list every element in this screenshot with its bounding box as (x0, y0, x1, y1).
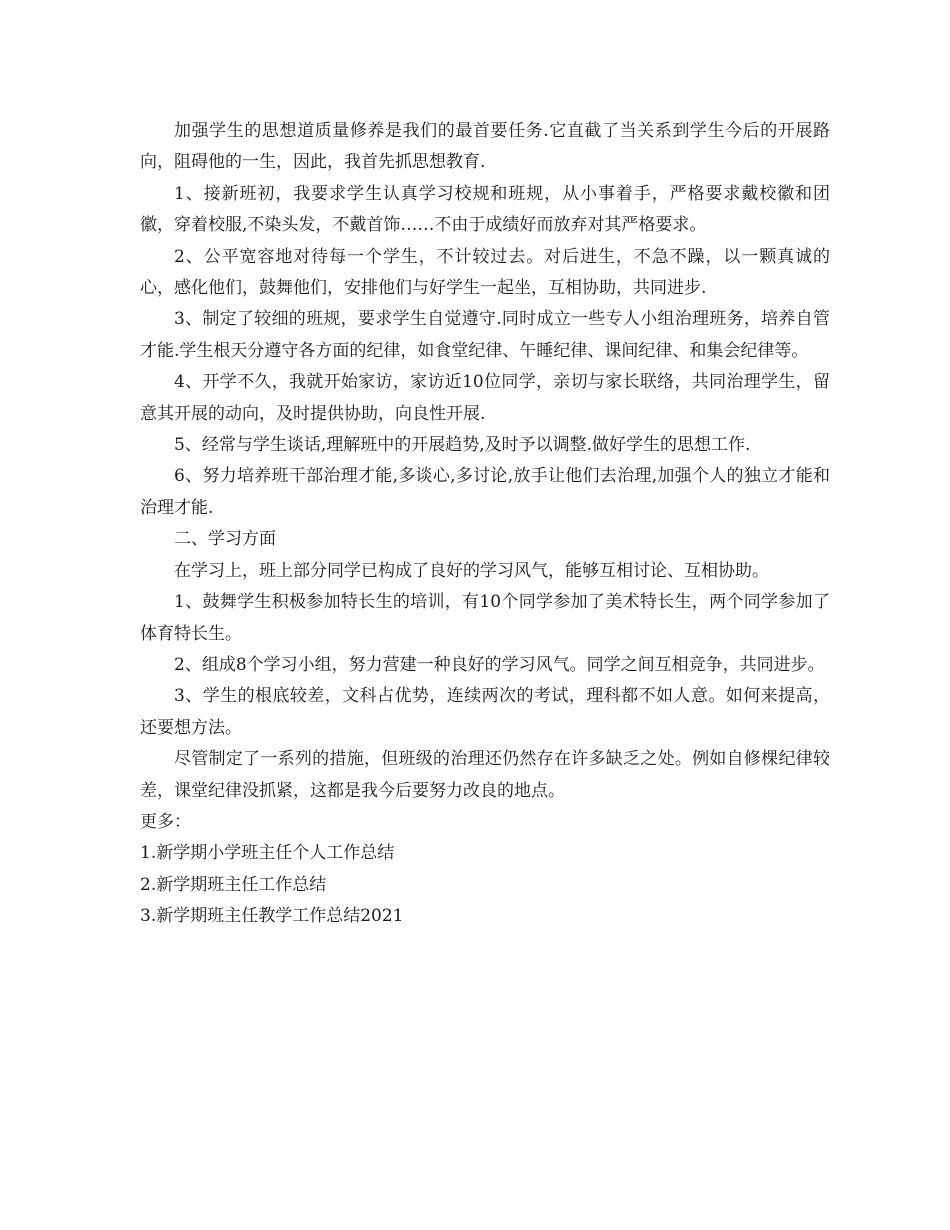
paragraph-item-2: 2、公平宽容地对待每一个学生，不计较过去。对后进生，不急不躁，以一颗真诚的心，感化他们，鼓舞他们，安排他们与好学生一起坐，互相协助，共同进步. (140, 246, 830, 299)
paragraph-item-5: 5、经常与学生谈话,理解班中的开展趋势,及时予以调整.做好学生的思想工作. (174, 435, 751, 456)
more-link-2[interactable]: 2.新学期班主任工作总结 (140, 874, 327, 895)
more-link-1[interactable]: 1.新学期小学班主任个人工作总结 (140, 843, 395, 864)
paragraph-conclusion: 尽管制定了一系列的措施，但班级的治理还仍然存在许多缺乏之处。例如自修棵纪律较差，课堂纪律没抓紧，这都是我今后要努力改良的地点。 (140, 749, 830, 801)
list-item (140, 870, 830, 901)
paragraph-intro: 加强学生的思想道质量修养是我们的最首要任务.它直截了当关系到学生今后的开展路向，阻碍他的一生，因此，我首先抓思想教育. (140, 121, 830, 173)
section-heading-study: 二、学习方面 (174, 529, 276, 550)
more-heading: 更多： (140, 811, 191, 832)
paragraph-item-6: 6、努力培养班干部治理才能,多谈心,多讨论,放手让他们去治理,加强个人的独立才能和治理才能. (140, 466, 830, 518)
more-links-list (140, 838, 830, 932)
more-section (140, 807, 830, 933)
list-item (140, 838, 830, 869)
document-body (140, 116, 830, 933)
paragraph-study-item-3: 3、学生的根底较差，文科占优势，连续两次的考试，理科都不如人意。如何来提高，还要想方法。 (140, 686, 830, 738)
paragraph-study-intro: 在学习上，班上部分同学已构成了良好的学习风气，能够互相讨论、互相协助。 (174, 560, 769, 581)
paragraph-item-1: 1、接新班初，我要求学生认真学习校规和班规，从小事着手，严格要求戴校徽和团徽，穿着校服,不染头发，不戴首饰……不由于成绩好而放弃对其严格要求。 (140, 183, 830, 236)
list-item (140, 901, 830, 932)
paragraph-item-4: 4、开学不久，我就开始家访，家访近10位同学，亲切与家长联络，共同治理学生，留意其开展的动向，及时提供协助，向良性开展. (140, 372, 830, 424)
paragraph-item-3: 3、制定了较细的班规，要求学生自觉遵守.同时成立一些专人小组治理班务，培养自管才能.学生根天分遵守各方面的纪律，如食堂纪律、午睡纪律、课间纪律、和集会纪律等。 (140, 309, 830, 361)
paragraph-study-item-2: 2、组成8个学习小组，努力营建一种良好的学习风气。同学之间互相竞争，共同进步。 (174, 654, 825, 675)
paragraph-study-item-1: 1、鼓舞学生积极参加特长生的培训，有10个同学参加了美术特长生，两个同学参加了体育特长生。 (140, 592, 830, 644)
more-link-3[interactable]: 3.新学期班主任教学工作总结2021 (140, 906, 404, 927)
